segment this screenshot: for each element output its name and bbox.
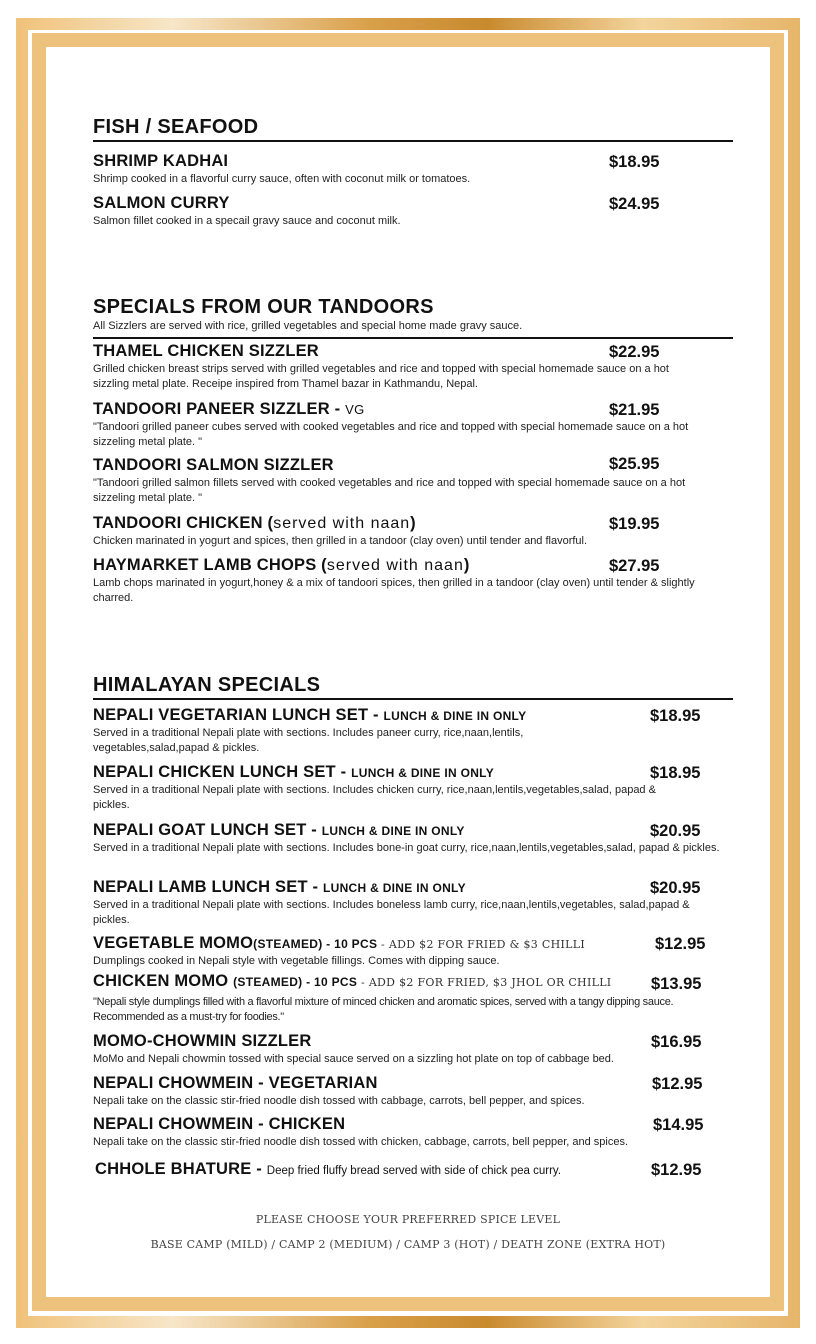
item-tag: (STEAMED) - 10 PCS [233, 975, 358, 989]
item-name: MOMO-CHOWMIN SIZZLER [93, 1032, 312, 1050]
item-price: $16.95 [651, 1033, 702, 1051]
item-name: NEPALI LAMB LUNCH SET - [93, 878, 323, 896]
menu-item-nepali-chicken-lunch-set [93, 763, 733, 813]
item-desc: Chicken marinated in yogurt and spices, then grilled in a tandoor (clay oven) until tender and flavorful. [93, 535, 588, 547]
item-desc: Served in a traditional Nepali plate with sections. Includes bone-in goat curry, rice,naan,lentils,vegetables,salad, papad & pickles. [93, 842, 720, 854]
item-tag: VG [345, 402, 365, 417]
item-note: served with naan [273, 515, 411, 532]
item-name: NEPALI VEGETARIAN LUNCH SET - [93, 706, 384, 724]
item-name: CHHOLE BHATURE - [95, 1160, 267, 1178]
item-name: CHICKEN MOMO [93, 972, 234, 990]
menu-item-thamel-chicken-sizzler [93, 342, 733, 392]
spice-level-options: BASE CAMP (MILD) / CAMP 2 (MEDIUM) / CAMP 3 (HOT) / DEATH ZONE (EXTRA HOT) [150, 1238, 666, 1251]
menu-item-tandoori-salmon-sizzler [93, 456, 733, 506]
spice-level-heading: PLEASE CHOOSE YOUR PREFERRED SPICE LEVEL [255, 1213, 561, 1226]
item-price: $14.95 [653, 1116, 704, 1134]
item-desc: MoMo and Nepali chowmin tossed with special sauce served on a sizzling hot plate on top of cabbage bed. [93, 1053, 614, 1065]
section-note-tandoor: All Sizzlers are served with rice, grilled vegetables and special home made gravy sauce. [93, 320, 523, 332]
item-name: NEPALI CHOWMEIN - VEGETARIAN [93, 1074, 378, 1092]
menu-item-chicken-momo [93, 972, 733, 1025]
item-name: NEPALI CHOWMEIN - CHICKEN [93, 1115, 346, 1133]
menu-item-shrimp-kadhai [93, 152, 733, 187]
item-name: NEPALI CHICKEN LUNCH SET - [93, 763, 352, 781]
item-desc: Served in a traditional Nepali plate with sections. Includes paneer curry, rice,naan,lentils, vegetables,salad,papad & pickles. [93, 727, 524, 754]
item-desc: Served in a traditional Nepali plate with sections. Includes chicken curry, rice,naan,lentils,vegetables,salad, papad & pickles. [93, 784, 656, 811]
item-price: $18.95 [650, 764, 701, 782]
item-price: $20.95 [650, 879, 701, 897]
menu-item-nepali-chowmein-veg [93, 1074, 733, 1109]
item-tag: LUNCH & DINE IN ONLY [322, 881, 466, 895]
item-name: TANDOORI CHICKEN ( [93, 514, 274, 532]
item-tag: LUNCH & DINE IN ONLY [383, 709, 527, 723]
item-price: $21.95 [609, 401, 660, 419]
item-desc: Salmon fillet cooked in a specail gravy sauce and coconut milk. [93, 215, 401, 227]
item-name: SHRIMP KADHAI [93, 152, 229, 170]
item-price: $22.95 [609, 343, 660, 361]
item-desc: Shrimp cooked in a flavorful curry sauce, often with coconut milk or tomatoes. [93, 173, 471, 185]
menu-item-nepali-veg-lunch-set [93, 706, 733, 756]
item-tag: LUNCH & DINE IN ONLY [351, 766, 495, 780]
item-desc: Deep fried fluffy bread served with side of chick pea curry. [266, 1165, 562, 1177]
item-name: THAMEL CHICKEN SIZZLER [93, 342, 319, 360]
item-price: $20.95 [650, 822, 701, 840]
item-name-close: ) [463, 556, 470, 574]
item-desc: Nepali take on the classic stir-fried noodle dish tossed with chicken, cabbage, carrots, bell pepper, and spices. [93, 1136, 629, 1148]
menu-item-chhole-bhature [95, 1160, 735, 1179]
menu-item-tandoori-chicken [93, 514, 733, 549]
item-name-close: ) [410, 514, 416, 532]
item-name: TANDOORI SALMON SIZZLER [93, 456, 334, 474]
item-tag: LUNCH & DINE IN ONLY [321, 824, 465, 838]
menu-item-nepali-goat-lunch-set [93, 821, 733, 856]
item-name: TANDOORI PANEER SIZZLER - [93, 400, 346, 418]
item-desc: Served in a traditional Nepali plate with sections. Includes boneless lamb curry, rice,naan,lentils,vegetables, salad,papad & pickles. [93, 899, 690, 926]
item-name: HAYMARKET LAMB CHOPS ( [93, 556, 327, 574]
item-price: $12.95 [655, 935, 706, 953]
item-name: VEGETABLE MOMO [93, 934, 254, 952]
section-title-fish: FISH / SEAFOOD [93, 116, 733, 142]
item-note: served with naan [326, 557, 464, 574]
item-price: $18.95 [650, 707, 701, 725]
item-desc: Grilled chicken breast strips served with grilled vegetables and rice and topped with special homemade sauce on a hot sizzling metal plate. Receipe inspired from Thamel bazar in Kathmandu, Nepal. [93, 363, 669, 390]
item-desc: Dumplings cooked in Nepali style with vegetable fillings. Comes with dipping sauce. [93, 955, 500, 967]
item-price: $18.95 [609, 153, 660, 171]
item-note: - ADD $2 FOR FRIED, $3 JHOL OR CHILLI [357, 976, 612, 989]
menu-item-nepali-chowmein-chicken [93, 1115, 733, 1150]
menu-item-momo-chowmin-sizzler [93, 1032, 733, 1067]
item-name: NEPALI GOAT LUNCH SET - [93, 821, 322, 839]
item-price: $24.95 [609, 195, 660, 213]
item-desc: "Nepali style dumplings filled with a flavorful mixture of minced chicken and aromatic spices, served with a tangy dipping sauce. Recommended as a must-try for foodies." [93, 996, 674, 1023]
item-tag: (STEAMED) - 10 PCS [253, 937, 378, 951]
item-desc: Lamb chops marinated in yogurt,honey & a mix of tandoori spices, then grilled in a tandoor (clay oven) until tender & slightly charred. [93, 577, 695, 604]
item-note: - ADD $2 FOR FRIED & $3 CHILLI [377, 938, 585, 951]
menu-item-salmon-curry [93, 194, 733, 229]
menu-item-nepali-lamb-lunch-set [93, 878, 733, 928]
section-title-tandoor: SPECIALS FROM OUR TANDOORS [93, 296, 434, 318]
item-price: $13.95 [651, 975, 702, 993]
item-desc: "Tandoori grilled salmon fillets served with cooked vegetables and rice and topped with special homemade sauce on a hot sizzeling metal plate. " [93, 477, 686, 504]
section-divider [93, 337, 733, 339]
item-name: SALMON CURRY [93, 194, 230, 212]
section-title-himalayan: HIMALAYAN SPECIALS [93, 674, 733, 700]
item-price: $27.95 [609, 557, 660, 575]
item-price: $12.95 [652, 1075, 703, 1093]
item-desc: Nepali take on the classic stir-fried noodle dish tossed with cabbage, carrots, bell pepper, and spices. [93, 1095, 585, 1107]
item-price: $12.95 [651, 1161, 702, 1179]
item-price: $19.95 [609, 515, 660, 533]
menu-item-tandoori-paneer-sizzler [93, 400, 733, 450]
menu-item-vegetable-momo [93, 934, 733, 969]
menu-item-haymarket-lamb-chops [93, 556, 733, 606]
item-price: $25.95 [609, 455, 660, 473]
item-desc: "Tandoori grilled paneer cubes served with cooked vegetables and rice and topped with special homemade sauce on a hot sizzeling metal plate. " [93, 421, 689, 448]
